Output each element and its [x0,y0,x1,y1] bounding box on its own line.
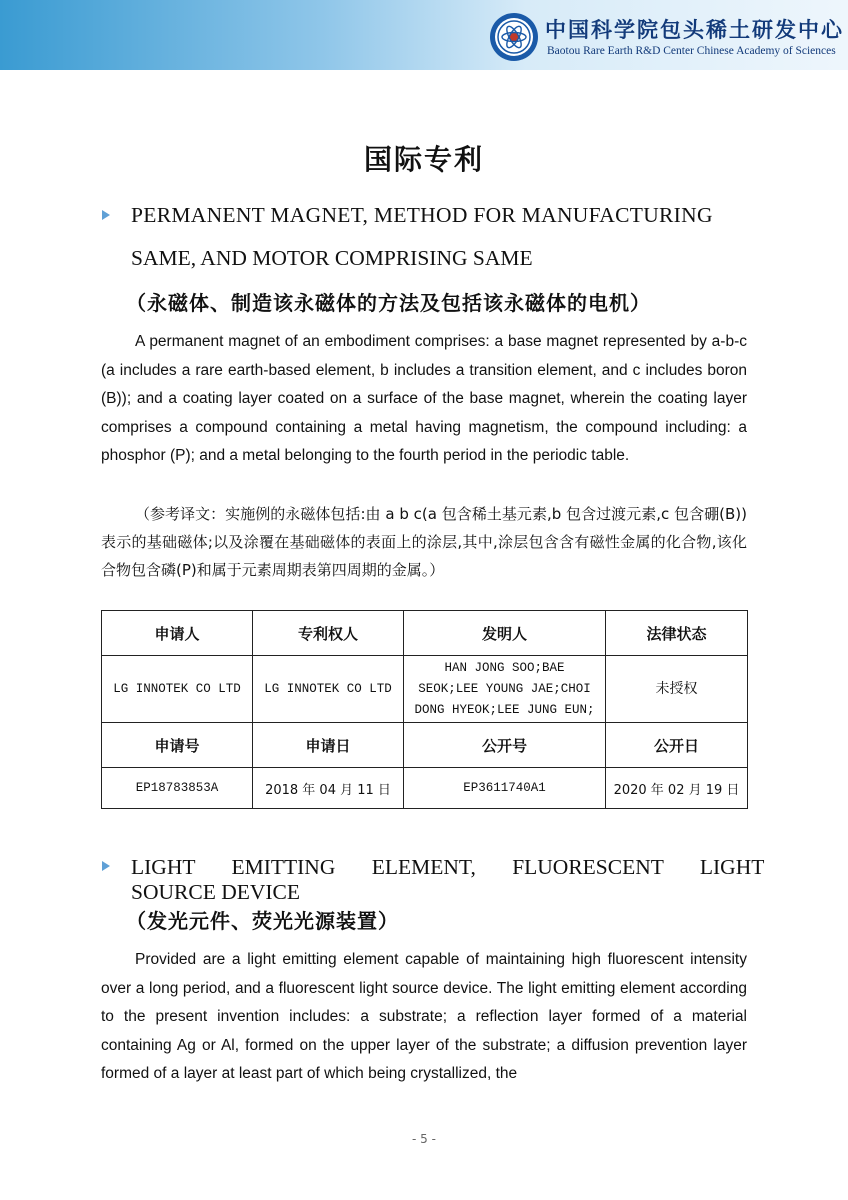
inventor-line: SEOK;LEE YOUNG JAE;CHOI [418,681,591,696]
page-title: 国际专利 [363,143,484,176]
header-patentee: 专利权人 [253,611,404,656]
academy-seal-icon [489,12,539,62]
inventor-line: DONG HYEOK;LEE JUNG EUN; [414,702,595,717]
table-row [102,768,748,809]
header-banner [0,0,848,70]
cell-application-no: EP18783853A [102,768,253,809]
cell-publication-no: EP3611740A1 [404,768,606,809]
org-name-en: Baotou Rare Earth R&D Center Chinese Academy of Sciences [547,45,836,57]
org-name-cn: 中国科学院包头稀土研发中心 [545,17,844,42]
header-publication-no: 公开号 [404,723,606,768]
patent1-abstract-en: A permanent magnet of an embodiment comprises: a base magnet represented by a-b-c (a includes a rare earth-based element, b includes a transition element, and c includes boron (B)); and a coating layer coated on a surface of the base magnet, wherein the coating layer comprises a compound containing a metal having magnetism, the compound including: a phosphor (P); and a metal belonging to the fourth period in the periodic table. [101,333,747,464]
table-row [102,656,748,723]
patent1-title-line1: PERMANENT MAGNET, METHOD FOR MANUFACTURING [131,203,713,227]
cell-inventor [404,656,606,723]
patent2-title-line2: SOURCE DEVICE [131,880,301,904]
cell-applicant: LG INNOTEK CO LTD [102,656,253,723]
cell-patentee: LG INNOTEK CO LTD [253,656,404,723]
patent2-title-cn: （发光元件、荧光光源装置） [126,909,399,933]
bullet-icon [102,210,110,220]
inventor-line: HAN JONG SOO;BAE [444,660,565,675]
page-number: - 5 - [412,1132,436,1146]
table-header-row [102,723,748,768]
header-legal-status: 法律状态 [606,611,748,656]
cell-legal-status: 未授权 [606,656,748,723]
cell-publication-date: 2020 年 02 月 19 日 [606,768,748,809]
patent1-abstract-cn: （参考译文：实施例的永磁体包括:由 a b c(a 包含稀土基元素,b 包含过渡元素,c 包含硼(B))表示的基础磁体;以及涂覆在基础磁体的表面上的涂层,其中,涂层包含含有磁性金属的化合物,该化合物包含磷(P)和属于元素周期表第四周期的金属。） [101,505,747,579]
header-application-no: 申请号 [102,723,253,768]
patent1-info-table [101,610,748,809]
header-applicant: 申请人 [102,611,253,656]
cell-application-date: 2018 年 04 月 11 日 [253,768,404,809]
bullet-icon [102,861,110,871]
patent1-title-cn: （永磁体、制造该永磁体的方法及包括该永磁体的电机） [126,291,651,315]
patent2-abstract-en: Provided are a light emitting element capable of maintaining high fluorescent intensity over a long period, and a fluorescent light source device. The light emitting element according to the present invention includes: a substrate; a reflection layer formed of a material containing Ag or Al, formed on the upper layer of the substrate; a diffusion prevention layer formed of a layer at least part of which being crystallized, the [101,951,747,1082]
patent1-title-line2: SAME, AND MOTOR COMPRISING SAME [131,246,533,270]
table-header-row [102,611,748,656]
header-publication-date: 公开日 [606,723,748,768]
header-inventor: 发明人 [404,611,606,656]
header-application-date: 申请日 [253,723,404,768]
patent2-title-line1: LIGHT EMITTING ELEMENT, FLUORESCENT LIGHT [131,855,765,879]
